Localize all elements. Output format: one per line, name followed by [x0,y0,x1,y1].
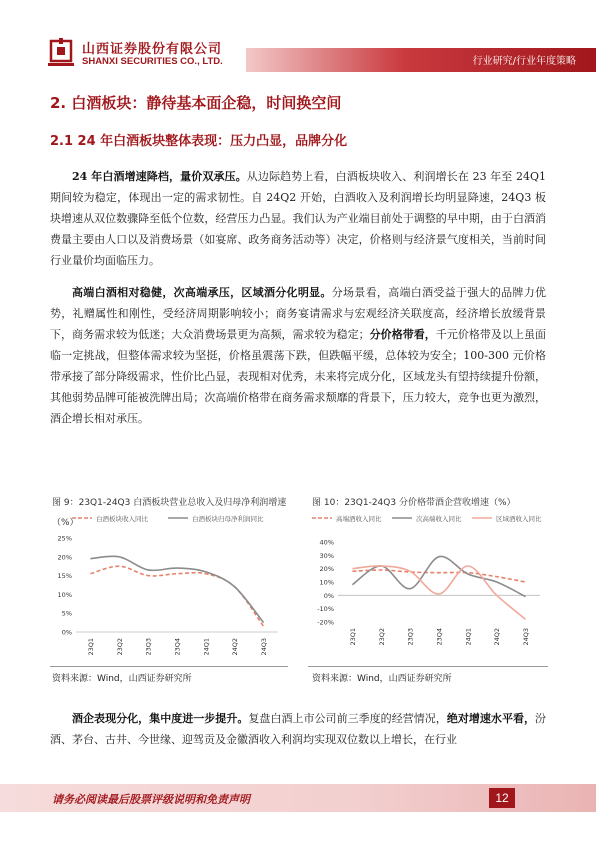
paragraph-body-secondary: 千元价格带及以上虽面临一定挑战，但整体需求较为坚挺，价格虽震荡下跌，但跌幅平缓，总体较为安全；100-300 元价格带承接了部分降级需求，性价比凸显，表现相对优秀，未来将完成分化，区域龙头有望持续提升份额，其他弱势品牌可能被洗牌出局；次高端价格带在商务需求颓靡的背景下，压力较大，竞争也更为激烈，酒企增长相对承压。 [50,328,547,425]
x-tick-label: 23Q1 [86,638,95,656]
legend-label: 区域酒收入同比 [496,515,542,523]
paragraph-lead: 高端白酒相对稳健，次高端承压，区域酒分化明显。 [72,286,332,299]
y-tick-label: 15% [57,572,72,581]
x-tick-label: 24Q3 [260,638,269,656]
y-tick-label: 10% [319,578,334,587]
legend-label: 白酒板块归母净利润同比 [192,515,264,523]
y-tick-label: 20% [57,553,72,562]
y-tick-label: -20% [317,618,334,627]
x-tick-label: 24Q1 [202,638,211,656]
paragraph-company-divergence [50,708,546,750]
legend-label: 白酒板块收入同比 [96,515,148,523]
x-tick-label: 24Q2 [493,628,502,646]
y-tick-label: 0% [323,591,334,600]
legend-label: 高端酒收入同比 [336,515,382,523]
figure-9-svg [50,510,286,662]
disclaimer-link[interactable]: 请务必阅读最后股票评级说明和免责声明 [52,793,250,806]
paragraph-body: 从边际趋势上看，白酒板块收入、利润增长在 23 年至 24Q1 期间较为稳定，体现出一定的需求韧性。自 24Q2 开始，白酒收入及利润增长均明显降速，24Q3 板块增速从双位数骤降至低个位数，经营压力凸显。我们认为产业端目前处于调整的早中期，由于白酒消费量主要由人口以及消费场景（如宴席、政务商务活动等）决定，价格则与经济景气度相关，当前时间行业量价均面临压力。 [50,170,547,267]
paragraph-industry-slowdown [50,166,546,271]
x-tick-label: 24Q3 [522,628,531,646]
figure-10-chart [308,510,548,670]
figure-10-svg [308,510,548,662]
paragraph-lead-secondary: 绝对增速水平看， [446,712,536,725]
paragraph-lead: 酒企表现分化，集中度进一步提升。 [72,712,249,725]
y-tick-label: 25% [57,534,72,543]
paragraph-lead-secondary: 分价格带看， [369,328,436,341]
legend-label: 次高端收入同比 [416,515,462,523]
series-line [352,570,525,582]
section-title: 2. 白酒板块：静待基本面企稳，时间换空间 [50,94,342,112]
paragraph-body: 复盘白酒上市公司前三季度的经营情况， [248,712,447,725]
y-tick-label: 20% [319,565,334,574]
x-tick-label: 23Q3 [406,628,415,646]
figure-10-source: 资料来源：Wind，山西证券研究所 [312,674,452,684]
x-tick-label: 23Q3 [144,638,153,656]
paragraph-price-segments [50,282,546,429]
x-tick-label: 23Q4 [435,628,444,646]
figure-10-title: 图 10：23Q1-24Q3 分价格带酒企营收增速（%） [312,498,516,508]
paragraph-body: 分场景看，高端白酒受益于强大的品牌力优势，礼赠属性和刚性，受经济周期影响较小；商务宴请需求与宏观经济关联度高，经济增长放缓背景下，商务需求较为低迷；大众消费场景更为高频，需求较为稳定； [50,286,547,341]
x-tick-label: 24Q1 [464,628,473,646]
x-tick-label: 23Q2 [115,638,124,656]
y-tick-label: 40% [319,538,334,547]
y-tick-label: 0% [61,628,72,637]
y-tick-label: 5% [61,609,72,618]
y-tick-label: 10% [57,590,72,599]
x-tick-label: 23Q2 [377,628,386,646]
series-line [352,566,525,619]
figure-9-title: 图 9：23Q1-24Q3 白酒板块营业总收入及归母净利润增速（%） [52,498,287,528]
x-tick-label: 23Q4 [173,638,182,656]
report-category-tag: 行业研究/行业年度策略 [472,56,576,67]
paragraph-lead: 24 年白酒增速降档，量价双承压。 [72,170,247,183]
x-tick-label: 24Q2 [231,638,240,656]
page-number: 12 [489,788,515,808]
series-line [90,566,263,626]
company-logo-icon [48,38,74,68]
figure-9-divider [50,666,288,667]
page-header [0,0,596,90]
company-name-cn: 山西证券股份有限公司 [82,42,223,57]
paragraph-body-secondary: 汾酒、茅台、古井、今世缘、迎驾贡及金徽酒收入利润均实现双位数以上增长，在行业 [50,712,547,746]
company-name-en: SHANXI SECURITIES CO., LTD. [82,56,223,67]
x-tick-label: 23Q1 [348,628,357,646]
subsection-title: 2.1 24 年白酒板块整体表现：压力凸显，品牌分化 [50,134,348,149]
y-tick-label: 30% [319,551,334,560]
figure-10-divider [308,666,548,667]
y-tick-label: -10% [317,605,334,614]
page-footer [0,784,596,818]
figure-9-source: 资料来源：Wind，山西证券研究所 [52,674,192,684]
series-line [352,556,525,596]
figure-9-chart [50,510,286,670]
